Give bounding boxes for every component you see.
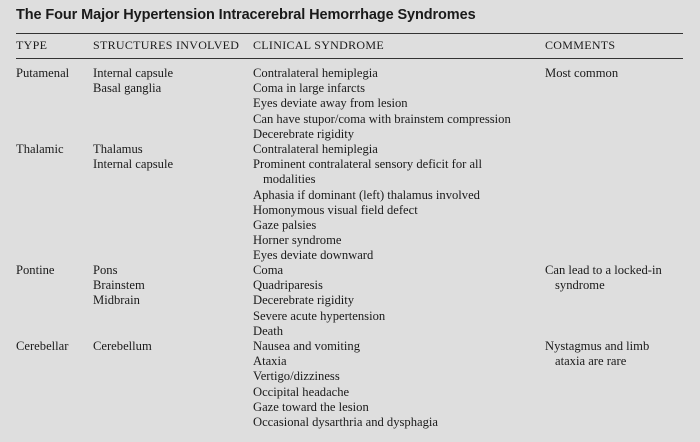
syndrome-item: Gaze palsies: [253, 218, 317, 233]
col-header-structures: STRUCTURES INVOLVED: [93, 38, 240, 52]
syndrome-item: Occipital headache: [253, 384, 350, 399]
row-cerebellar-type: [16, 339, 68, 354]
type-cell: Pontine: [16, 263, 55, 277]
row-pontine-syndrome: [253, 263, 385, 339]
syndrome-item: Horner syndrome: [253, 233, 342, 248]
syndrome-item: Contralateral hemiplegia: [253, 66, 378, 80]
row-putamenal-syndrome: [253, 66, 511, 142]
syndrome-item: Nausea and vomiting: [253, 339, 361, 353]
row-thalamic-type: [16, 142, 64, 157]
type-cell: Putamenal: [16, 66, 70, 80]
col-header-type: TYPE: [16, 38, 48, 52]
structure-item: Thalamus: [93, 142, 143, 156]
row-putamenal-structures: [93, 66, 173, 96]
structure-item: Cerebellum: [93, 339, 152, 353]
syndrome-item: Decerebrate rigidity: [253, 293, 355, 308]
structure-item: Internal capsule: [93, 66, 174, 80]
structure-item: Internal capsule: [93, 157, 174, 172]
comment-line: Most common: [545, 66, 619, 80]
syndrome-item: Quadriparesis: [253, 278, 323, 293]
syndrome-item: Death: [253, 323, 284, 338]
syndrome-item: Decerebrate rigidity: [253, 126, 355, 141]
syndrome-item: Vertigo/dizziness: [253, 369, 340, 384]
syndrome-item: Coma in large infarcts: [253, 81, 366, 96]
col-header-comments: COMMENTS: [545, 38, 616, 52]
row-cerebellar-structures: [93, 339, 152, 354]
row-thalamic-structures: [93, 142, 173, 172]
syndrome-item: Gaze toward the lesion: [253, 399, 369, 414]
row-pontine-comments: [545, 263, 662, 293]
syndrome-item: Homonymous visual field defect: [253, 202, 418, 217]
header-top-rule: [16, 33, 683, 34]
row-putamenal-comments: [545, 66, 618, 81]
comment-line: Nystagmus and limb: [545, 339, 650, 353]
header-bottom-rule: [16, 58, 683, 59]
syndrome-item: Eyes deviate downward: [253, 248, 374, 263]
syndrome-item: Eyes deviate away from lesion: [253, 96, 408, 111]
row-thalamic-syndrome: [253, 142, 482, 264]
structure-item: Midbrain: [93, 293, 140, 308]
row-pontine-type: [16, 263, 54, 278]
comment-line: Can lead to a locked-in: [545, 263, 662, 277]
comment-line-continuation: ataxia are rare: [555, 354, 627, 369]
structure-item: Basal ganglia: [93, 81, 162, 96]
syndrome-item-continuation: modalities: [263, 172, 316, 187]
row-cerebellar-comments: [545, 339, 649, 369]
type-cell: Cerebellar: [16, 339, 69, 353]
col-header-syndrome: CLINICAL SYNDROME: [253, 38, 384, 52]
syndrome-item: Ataxia: [253, 354, 287, 369]
syndrome-item: Prominent contralateral sensory deficit for all: [253, 157, 483, 172]
row-pontine-structures: [93, 263, 145, 309]
syndrome-item: Occasional dysarthria and dysphagia: [253, 415, 438, 430]
comment-line-continuation: syndrome: [555, 278, 605, 293]
table-title: The Four Major Hypertension Intracerebral Hemorrhage Syndromes: [16, 7, 476, 23]
syndrome-item: Coma: [253, 263, 284, 277]
syndrome-item: Contralateral hemiplegia: [253, 142, 378, 156]
type-cell: Thalamic: [16, 142, 64, 156]
row-putamenal-type: [16, 66, 69, 81]
syndrome-item: Can have stupor/coma with brainstem compression: [253, 111, 511, 126]
syndrome-item: Aphasia if dominant (left) thalamus involved: [253, 187, 480, 202]
row-cerebellar-syndrome: [253, 339, 438, 430]
syndrome-item: Severe acute hypertension: [253, 308, 386, 323]
structure-item: Pons: [93, 263, 118, 277]
structure-item: Brainstem: [93, 278, 145, 293]
